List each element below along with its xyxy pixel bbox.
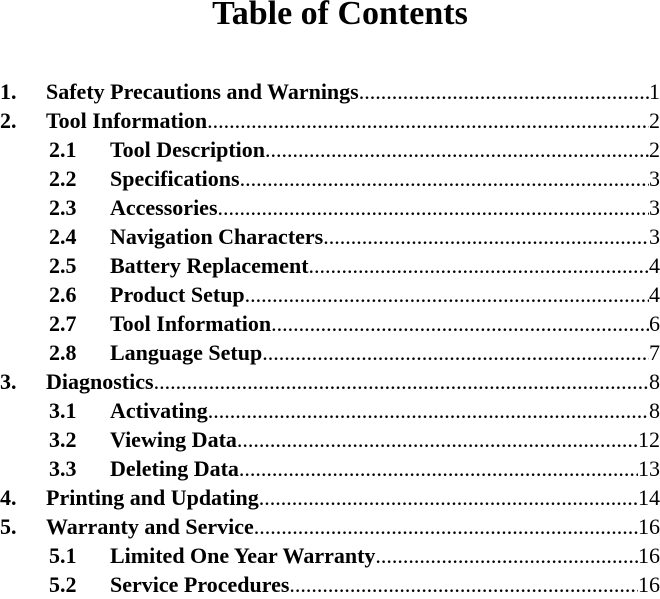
toc-entry-label: Limited One Year Warranty — [110, 543, 376, 568]
toc-entry-page: 16 — [638, 514, 660, 539]
dot-leader — [254, 512, 638, 541]
toc-entry-label: Diagnostics — [46, 369, 154, 394]
dot-leader — [259, 483, 638, 512]
toc-entry-label: Printing and Updating — [46, 485, 259, 510]
toc-entry-page: 1 — [649, 79, 660, 104]
toc-entry-number: 2.8 — [49, 340, 77, 365]
toc-entry-page: 4 — [649, 282, 660, 307]
toc-entry-label: Accessories — [110, 195, 218, 220]
toc-entry-number: 2. — [0, 108, 17, 133]
toc-entry-number: 2.3 — [49, 195, 77, 220]
dot-leader — [262, 338, 649, 367]
dot-leader — [245, 280, 649, 309]
toc-entry-number: 3. — [0, 369, 17, 394]
toc-entry-2-3[interactable] — [0, 193, 660, 222]
toc-entry-label: Specifications — [110, 166, 240, 191]
toc-entry-number: 2.2 — [49, 166, 77, 191]
toc-entry-label: Product Setup — [110, 282, 245, 307]
toc-entry-3-1[interactable] — [0, 396, 660, 425]
toc-entry-4[interactable] — [0, 483, 660, 512]
toc-entry-page: 16 — [638, 572, 660, 597]
toc-entry-label: Activating — [110, 398, 208, 423]
toc-entry-label: Safety Precautions and Warnings — [46, 79, 359, 104]
toc-entry-2-8[interactable] — [0, 338, 660, 367]
toc-entry-page: 3 — [649, 224, 660, 249]
toc-entry-number: 3.1 — [49, 398, 77, 423]
toc-entry-5-2[interactable] — [0, 570, 660, 599]
dot-leader — [240, 164, 649, 193]
toc-entry-number: 3.2 — [49, 427, 77, 452]
toc-entry-page: 8 — [649, 398, 660, 423]
toc-entry-2-4[interactable] — [0, 222, 660, 251]
toc-entry-2-7[interactable] — [0, 309, 660, 338]
toc-entry-label: Viewing Data — [110, 427, 237, 452]
toc-entry-page: 4 — [649, 253, 660, 278]
toc-entry-page: 14 — [638, 485, 660, 510]
dot-leader — [375, 541, 638, 570]
toc-entry-number: 3.3 — [49, 456, 77, 481]
toc-entry-2-6[interactable] — [0, 280, 660, 309]
dot-leader — [271, 309, 649, 338]
toc-entry-number: 2.6 — [49, 282, 77, 307]
toc-entry-2-2[interactable] — [0, 164, 660, 193]
dot-leader — [239, 454, 638, 483]
dot-leader — [154, 367, 649, 396]
table-of-contents — [0, 77, 660, 599]
dot-leader — [323, 222, 649, 251]
toc-entry-label: Tool Information — [110, 311, 272, 336]
toc-entry-page: 3 — [649, 195, 660, 220]
toc-entry-number: 5.1 — [49, 543, 77, 568]
dot-leader — [207, 106, 649, 135]
toc-entry-page: 2 — [649, 137, 660, 162]
dot-leader — [359, 77, 649, 106]
toc-entry-3-3[interactable] — [0, 454, 660, 483]
toc-entry-label: Tool Information — [46, 108, 208, 133]
toc-entry-number: 2.5 — [49, 253, 77, 278]
toc-entry-number: 2.7 — [49, 311, 77, 336]
toc-entry-2-1[interactable] — [0, 135, 660, 164]
toc-entry-number: 5. — [0, 514, 17, 539]
toc-entry-page: 16 — [638, 543, 660, 568]
toc-entry-page: 12 — [638, 427, 660, 452]
toc-entry-5-1[interactable] — [0, 541, 660, 570]
toc-entry-label: Warranty and Service — [46, 514, 254, 539]
dot-leader — [289, 570, 638, 599]
dot-leader — [309, 251, 649, 280]
dot-leader — [237, 425, 638, 454]
toc-entry-5[interactable] — [0, 512, 660, 541]
dot-leader — [265, 135, 649, 164]
toc-entry-number: 1. — [0, 79, 17, 104]
toc-entry-label: Tool Description — [110, 137, 266, 162]
toc-entry-3-2[interactable] — [0, 425, 660, 454]
toc-entry-1[interactable] — [0, 77, 660, 106]
toc-entry-number: 4. — [0, 485, 17, 510]
toc-entry-number: 2.1 — [49, 137, 77, 162]
toc-entry-label: Deleting Data — [110, 456, 239, 481]
toc-entry-label: Navigation Characters — [110, 224, 324, 249]
toc-entry-label: Service Procedures — [110, 572, 290, 597]
toc-entry-number: 2.4 — [49, 224, 77, 249]
toc-entry-2[interactable] — [0, 106, 660, 135]
toc-entry-label: Language Setup — [110, 340, 263, 365]
toc-entry-3[interactable] — [0, 367, 660, 396]
toc-entry-2-5[interactable] — [0, 251, 660, 280]
toc-entry-page: 2 — [649, 108, 660, 133]
toc-entry-page: 3 — [649, 166, 660, 191]
toc-entry-page: 7 — [649, 340, 660, 365]
page-title: Table of Contents — [212, 0, 468, 32]
toc-entry-page: 13 — [638, 456, 660, 481]
toc-entry-number: 5.2 — [49, 572, 77, 597]
toc-entry-page: 6 — [649, 311, 660, 336]
toc-entry-label: Battery Replacement — [110, 253, 309, 278]
dot-leader — [208, 396, 649, 425]
toc-entry-page: 8 — [649, 369, 660, 394]
dot-leader — [218, 193, 649, 222]
